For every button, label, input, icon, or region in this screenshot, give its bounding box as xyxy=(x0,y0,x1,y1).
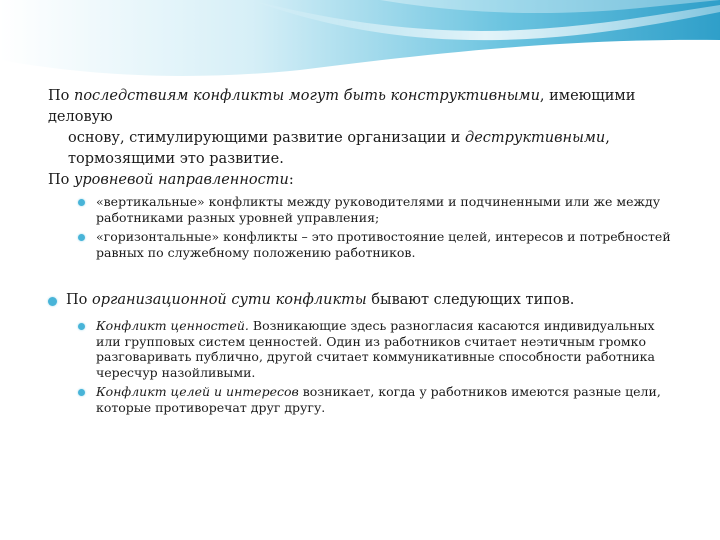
consequences-paragraph xyxy=(48,86,688,170)
italic-term: деструктивными xyxy=(465,130,606,146)
text: основу, стимулирующими развитие организации и xyxy=(68,130,465,146)
italic-term: Конфликт целей и интересов xyxy=(96,384,299,399)
italic-term: Конфликт ценностей. xyxy=(96,318,249,333)
list-item xyxy=(78,229,678,260)
list-item xyxy=(78,384,678,415)
bullet-icon xyxy=(78,199,85,206)
level-conflicts-list xyxy=(78,194,678,264)
list-item-text: возникает, когда у работников имеются разные цели, которые противоречат друг другу. xyxy=(96,384,661,415)
bullet-icon xyxy=(48,297,57,306)
italic-term: организационной сути конфликты xyxy=(91,292,367,308)
text: бывают следующих типов. xyxy=(366,292,575,308)
italic-term: последствиям конфликты могут быть конструктивными xyxy=(73,88,540,104)
text: По xyxy=(48,172,74,188)
level-direction-paragraph xyxy=(48,170,294,191)
header-wave-decoration xyxy=(0,0,720,90)
text: тормозящими это развитие. xyxy=(68,151,284,167)
text: По xyxy=(66,292,92,308)
text: По xyxy=(48,88,74,104)
text: , xyxy=(605,130,610,146)
text: : xyxy=(288,172,294,188)
list-item xyxy=(78,194,678,225)
italic-term: уровневой направленности xyxy=(73,172,289,188)
list-item-text: «вертикальные» конфликты между руководителями и подчиненными или же между работниками разных уровней управления; xyxy=(96,194,661,225)
text: , имеющими деловую xyxy=(48,88,636,125)
organizational-conflicts-list xyxy=(78,318,678,419)
list-item-text: Возникающие здесь разногласия касаются индивидуальных или групповых систем ценностей. Один из работников считает неэтичным громко разговаривать публично, другой считает коммуникативные способности работника чересчур назойливыми. xyxy=(96,318,655,380)
list-item xyxy=(78,318,678,380)
bullet-icon xyxy=(78,234,85,241)
list-item-text: «горизонтальные» конфликты – это противостояние целей, интересов и потребностей равных по служебному положению работников. xyxy=(96,229,671,260)
organizational-paragraph xyxy=(48,290,574,311)
bullet-icon xyxy=(78,389,85,396)
bullet-icon xyxy=(78,323,85,330)
